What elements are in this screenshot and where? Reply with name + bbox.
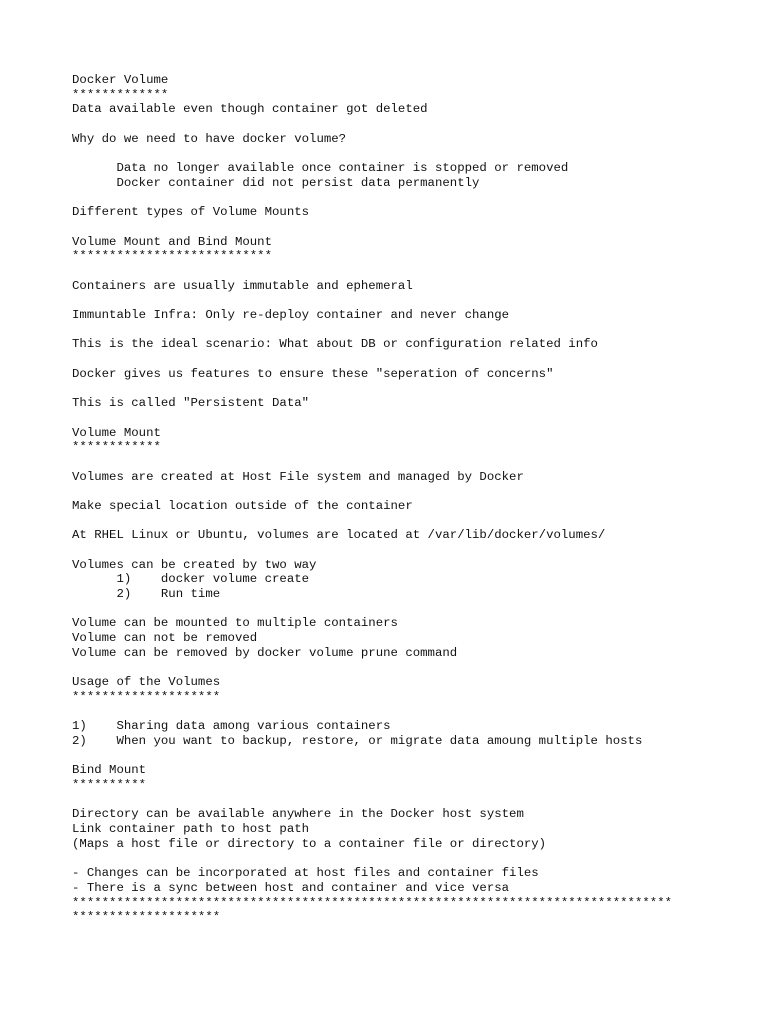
blank-line <box>72 543 752 558</box>
text-line: ********************************************************************************* <box>72 895 673 910</box>
text-line: ************ <box>72 440 161 455</box>
text-line: 1) docker volume create <box>72 572 310 587</box>
blank-line <box>72 352 752 367</box>
text-line: Different types of Volume Mounts <box>72 205 310 220</box>
text-line: 1) Sharing data among various containers <box>72 719 391 734</box>
text-line: Volume Mount <box>72 425 161 440</box>
text-line: (Maps a host file or directory to a container file or directory) <box>72 836 547 851</box>
text-line: Volume can be mounted to multiple containers <box>72 616 398 631</box>
blank-line <box>72 705 752 720</box>
text-line: Data no longer available once container is stopped or removed <box>72 161 569 176</box>
blank-line <box>72 117 752 132</box>
text-line: ********** <box>72 778 147 792</box>
text-line: Why do we need to have docker volume? <box>72 131 347 146</box>
text-line: Volume Mount and Bind Mount <box>72 234 273 249</box>
blank-line <box>72 220 752 235</box>
blank-line <box>72 293 752 308</box>
blank-line <box>72 661 752 676</box>
blank-line <box>72 146 752 161</box>
text-line: Volume can be removed by docker volume prune command <box>72 645 458 660</box>
text-line: - Changes can be incorporated at host files and container files <box>72 866 539 881</box>
blank-line <box>72 749 752 764</box>
blank-line <box>72 264 752 279</box>
text-line: Directory can be available anywhere in the Docker host system <box>72 807 524 822</box>
text-line: ************* <box>72 87 169 102</box>
text-line: Volumes can be created by two way <box>72 557 317 572</box>
blank-line <box>72 793 752 808</box>
text-line: Volumes are created at Host File system and managed by Docker <box>72 469 524 484</box>
blank-line <box>72 455 752 470</box>
text-line: Docker Volume <box>72 73 169 87</box>
text-line: ******************** <box>72 910 221 925</box>
text-line: At RHEL Linux or Ubuntu, volumes are located at /var/lib/docker/volumes/ <box>72 528 606 543</box>
text-line: Volume can not be removed <box>72 631 258 646</box>
document-body <box>72 73 752 925</box>
blank-line <box>72 851 752 866</box>
blank-line <box>72 323 752 338</box>
text-line: Docker gives us features to ensure these "seperation of concerns" <box>72 366 554 381</box>
blank-line <box>72 191 752 206</box>
text-line: *************************** <box>72 249 273 264</box>
blank-line <box>72 602 752 617</box>
text-line: Containers are usually immutable and ephemeral <box>72 278 413 293</box>
text-line: Make special location outside of the container <box>72 498 413 513</box>
text-line: Immuntable Infra: Only re-deploy container and never change <box>72 308 510 322</box>
blank-line <box>72 484 752 499</box>
text-line: This is the ideal scenario: What about DB or configuration related info <box>72 337 598 352</box>
text-line: 2) Run time <box>72 587 221 602</box>
text-line: Docker container did not persist data permanently <box>72 175 480 190</box>
text-line: Usage of the Volumes <box>72 675 221 690</box>
blank-line <box>72 381 752 396</box>
text-line: Bind Mount <box>72 763 147 778</box>
text-line: This is called "Persistent Data" <box>72 396 310 411</box>
text-line: ******************** <box>72 689 221 704</box>
blank-line <box>72 514 752 529</box>
text-line: - There is a sync between host and container and vice versa <box>72 880 510 895</box>
text-line: 2) When you want to backup, restore, or migrate data amoung multiple hosts <box>72 733 643 748</box>
text-line: Data available even though container got deleted <box>72 102 428 117</box>
text-line: Link container path to host path <box>72 822 310 837</box>
blank-line <box>72 411 752 426</box>
